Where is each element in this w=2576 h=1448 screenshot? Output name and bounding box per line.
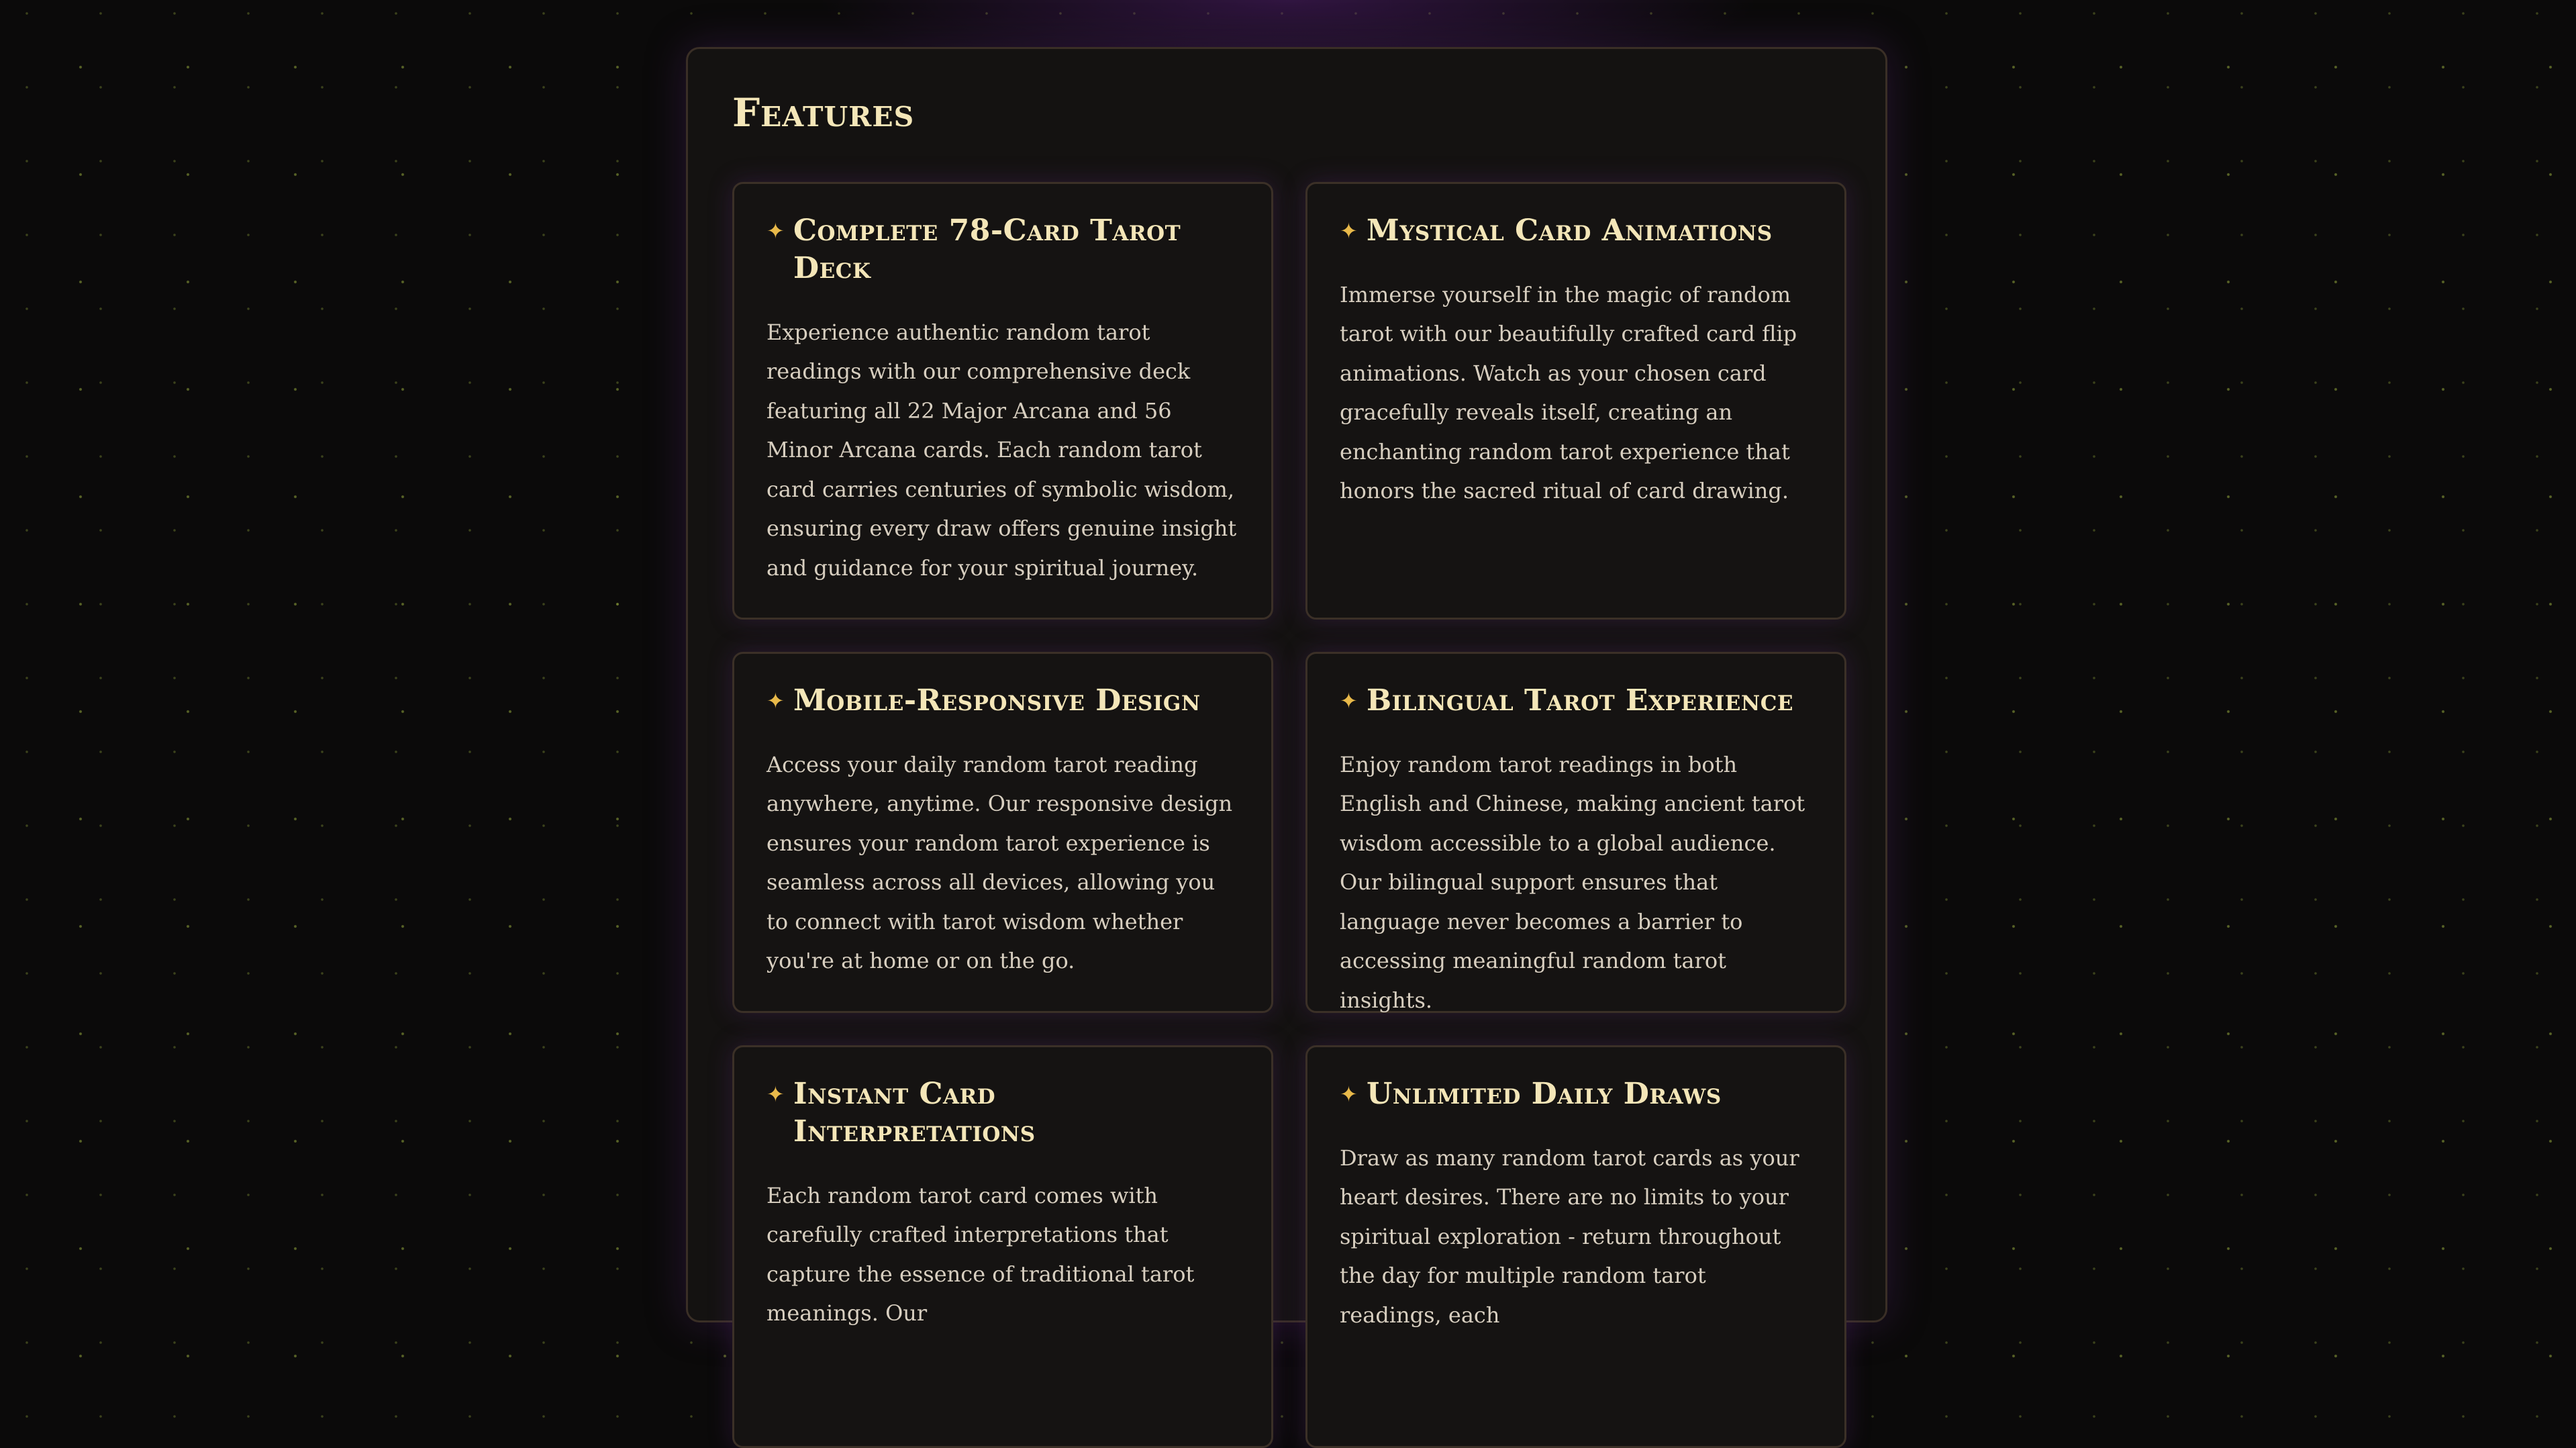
feature-card-title: Instant Card Interpretations bbox=[793, 1076, 1036, 1149]
feature-card-header bbox=[1340, 212, 1812, 250]
four-pointed-star-icon: ✦ bbox=[766, 687, 785, 714]
feature-card-title: Bilingual Tarot Experience bbox=[1367, 683, 1794, 718]
feature-card-header bbox=[1340, 682, 1812, 720]
four-pointed-star-icon: ✦ bbox=[766, 1081, 785, 1107]
feature-card-header bbox=[766, 212, 1239, 287]
four-pointed-star-icon: ✦ bbox=[1340, 218, 1358, 244]
features-heading: Features bbox=[732, 90, 915, 136]
feature-card-title: Mobile-Responsive Design bbox=[793, 683, 1201, 718]
feature-card-interpretations bbox=[732, 1045, 1273, 1448]
feature-card-unlimited-draws bbox=[1305, 1045, 1846, 1448]
feature-card-title: Mystical Card Animations bbox=[1367, 213, 1773, 248]
feature-card-responsive-design bbox=[732, 652, 1273, 1013]
feature-card-description: Immerse yourself in the magic of random tarot with our beautifully crafted card flip animations. Watch as your chosen card gracefully reveals itself, creating an enchanting random tarot experience that honors the sacred ritual of card drawing. bbox=[1340, 281, 1797, 504]
four-pointed-star-icon: ✦ bbox=[1340, 687, 1358, 714]
feature-card-description: Each random tarot card comes with carefully crafted interpretations that capture the essence of traditional tarot meanings. Our bbox=[766, 1182, 1195, 1326]
feature-card-title: Unlimited Daily Draws bbox=[1367, 1076, 1722, 1111]
features-grid bbox=[732, 182, 1841, 1448]
feature-card-bilingual bbox=[1305, 652, 1846, 1013]
features-section bbox=[686, 47, 1887, 1328]
feature-card-card-animations bbox=[1305, 182, 1846, 620]
feature-card-tarot-deck bbox=[732, 182, 1273, 620]
feature-card-title: Complete 78-Card Tarot Deck bbox=[793, 213, 1181, 285]
feature-card-header bbox=[766, 682, 1239, 720]
feature-card-header bbox=[1340, 1075, 1812, 1113]
feature-card-description: Experience authentic random tarot readings with our comprehensive deck featuring all 22 Major Arcana and 56 Minor Arcana cards. Each random tarot card carries centuries of symbolic wisdom, ensuring every draw offers genuine insight and guidance for your spiritual journey. bbox=[766, 319, 1237, 581]
feature-card-description: Access your daily random tarot reading anywhere, anytime. Our responsive design ensures your random tarot experience is seamless across all devices, allowing you to connect with tarot wisdom whether you're at home or on the go. bbox=[766, 751, 1233, 974]
feature-card-description: Draw as many random tarot cards as your heart desires. There are no limits to your spiritual exploration - return throughout the day for multiple random tarot readings, each bbox=[1340, 1145, 1799, 1328]
feature-card-description: Enjoy random tarot readings in both English and Chinese, making ancient tarot wisdom accessible to a global audience. Our bilingual support ensures that language never becomes a barrier to accessing meaningful random tarot insights. bbox=[1340, 751, 1805, 1013]
feature-card-header bbox=[766, 1075, 1239, 1151]
four-pointed-star-icon: ✦ bbox=[766, 218, 785, 244]
four-pointed-star-icon: ✦ bbox=[1340, 1081, 1358, 1107]
